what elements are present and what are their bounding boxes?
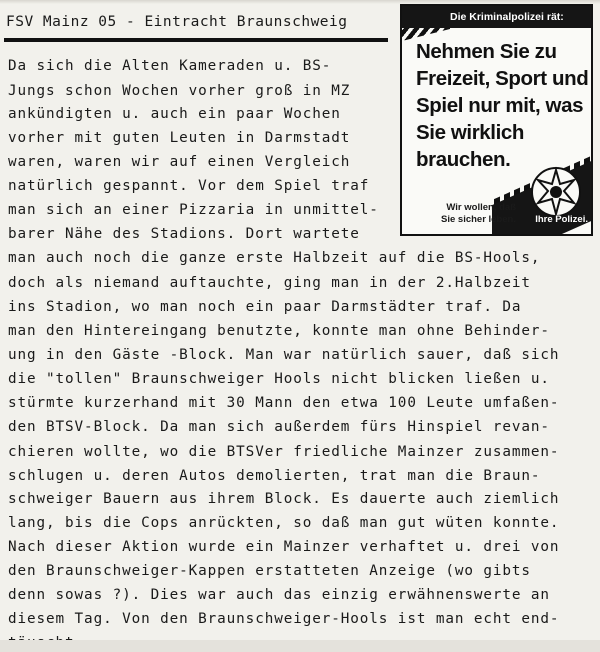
article-line: schweiger Bauern aus ihrem Block. Es dauerte auch ziemlich [8,491,560,507]
article-line: lang, bis die Cops anrückten, so daß man gut wüten konnte. [8,515,560,531]
article-line: ins Stadion, wo man noch ein paar Darmstädter traf. Da [8,299,522,315]
article-line: doch als niemand auftauchte, ging man in der 2.Halbzeit [8,275,531,291]
article-line: stürmte kurzerhand mit 30 Mann den etwa 100 Leute umfaßen- [8,395,560,411]
headline-rule [4,38,388,42]
article-line: man den Hintereingang benutzte, konnte man ohne Behinder- [8,323,550,339]
article-line: barer Nähe des Stadions. Dort wartete [8,226,360,242]
article-line: natürlich gespannt. Vor dem Spiel traf [8,178,370,194]
ad-kicker: Die Kriminalpolizei rät: [402,6,591,28]
article-line: die "tollen" Braunschweiger Hools nicht blicken ließen u. [8,371,550,387]
article-line: Jungs schon Wochen vorher groß in MZ [8,83,351,99]
article-line: chieren wollte, wo die BTSVer friedliche Mainzer zusammen- [8,444,560,460]
article-headline: FSV Mainz 05 - Eintracht Braunschweig [6,14,348,30]
article-line: diesem Tag. Von den Braunschweiger-Hools ist man echt end- [8,611,560,627]
article-line: man auch noch die ganze erste Halbzeit auf die BS-Hools, [8,250,541,266]
scan-edge-bottom [0,640,600,652]
article-line: den BTSV-Block. Da man sich außerdem fürs Hinspiel revan- [8,419,550,435]
article-line: schlugen u. deren Autos demolierten, trat man die Braun- [8,468,541,484]
article-line: vorher mit guten Leuten in Darmstadt [8,130,351,146]
article-line: ankündigten u. auch ein paar Wochen [8,106,341,122]
article-line: Da sich die Alten Kameraden u. BS- [8,58,332,74]
ad-footer-left: Wir wollen, daß Sie sicher leben. [441,202,516,225]
article-line: waren, waren wir auf einen Vergleich [8,154,351,170]
article-line: man sich an einer Pizzaria in unmittel- [8,202,379,218]
police-advertisement [400,4,593,236]
ad-footer-right: Ihre Polizei. [535,214,588,225]
police-star-icon [530,166,582,218]
article-line: den Braunschweiger-Kappen erstatteten Anzeige (wo gibts [8,563,531,579]
article-line: ung in den Gäste -Block. Man war natürlich sauer, daß sich [8,347,560,363]
article-line: Nach dieser Aktion wurde ein Mainzer verhaftet u. drei von [8,539,560,555]
ad-slogan: Nehmen Sie zu Freizeit, Sport und Spiel nur mit, was Sie wirklich brauchen. [416,40,589,171]
article-line: denn sowas ?). Dies war auch das einzig erwähnenswerte an [8,587,550,603]
